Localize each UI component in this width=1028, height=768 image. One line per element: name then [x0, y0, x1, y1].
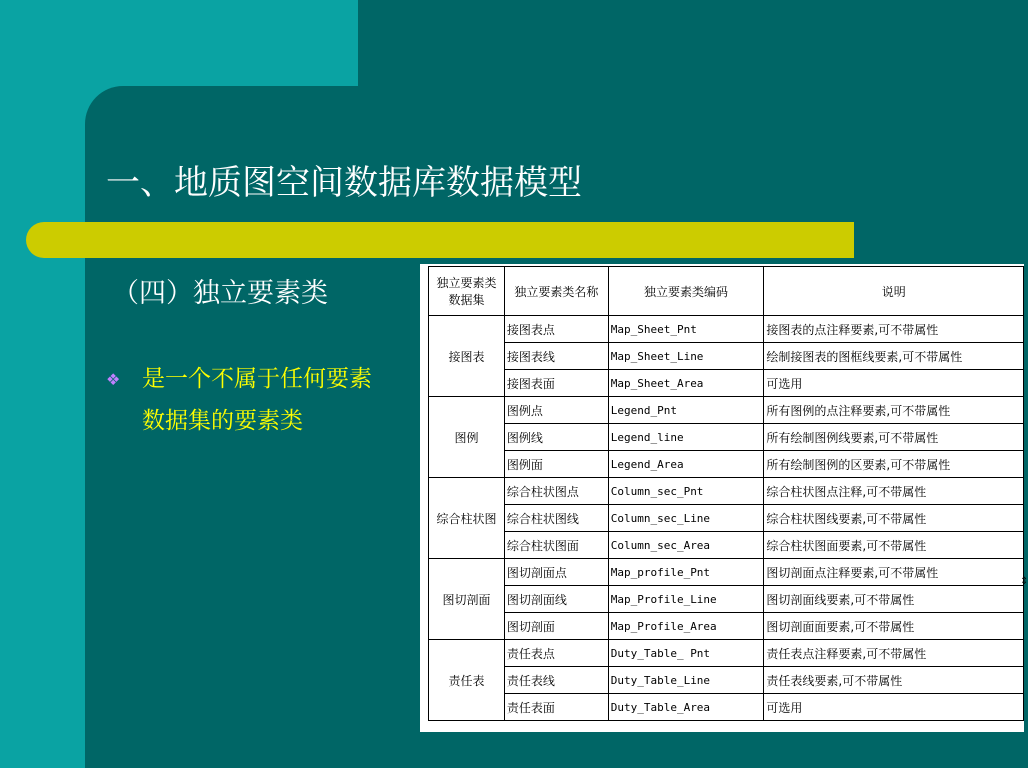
header-name: 独立要素类名称 [504, 267, 608, 316]
name-cell: 接图表点 [504, 316, 608, 343]
feature-class-table-container [420, 264, 1028, 732]
table-row [429, 370, 1024, 397]
table-row [429, 640, 1024, 667]
code-cell: Column_sec_Area [608, 532, 764, 559]
name-cell: 责任表点 [504, 640, 608, 667]
name-cell: 图例面 [504, 451, 608, 478]
name-cell: 接图表线 [504, 343, 608, 370]
title-underline-bar [26, 222, 854, 258]
name-cell: 图例点 [504, 397, 608, 424]
row-resize-handle-icon[interactable]: ⇕ [1020, 576, 1028, 587]
name-cell: 综合柱状图点 [504, 478, 608, 505]
code-cell: Column_sec_Pnt [608, 478, 764, 505]
name-cell: 图切剖面线 [504, 586, 608, 613]
table-row [429, 478, 1024, 505]
name-cell: 综合柱状图线 [504, 505, 608, 532]
description-cell: 图切剖面线要素,可不带属性 [764, 586, 1024, 613]
description-cell: 所有图例的点注释要素,可不带属性 [764, 397, 1024, 424]
group-cell: 责任表 [429, 640, 505, 721]
description-cell: 图切剖面面要素,可不带属性 [764, 613, 1024, 640]
header-dataset: 独立要素类数据集 [429, 267, 505, 316]
description-cell: 责任表线要素,可不带属性 [764, 667, 1024, 694]
name-cell: 图切剖面 [504, 613, 608, 640]
table-row [429, 694, 1024, 721]
code-cell: Map_Sheet_Line [608, 343, 764, 370]
code-cell: Duty_Table_Line [608, 667, 764, 694]
table-header-row [429, 267, 1024, 316]
bullet-text: 是一个不属于任何要素数据集的要素类 [142, 366, 372, 434]
table-row [429, 505, 1024, 532]
table-row [429, 586, 1024, 613]
header-code: 独立要素类编码 [608, 267, 764, 316]
table-row [429, 613, 1024, 640]
name-cell: 综合柱状图面 [504, 532, 608, 559]
description-cell: 综合柱状图点注释,可不带属性 [764, 478, 1024, 505]
code-cell: Legend_Area [608, 451, 764, 478]
code-cell: Column_sec_Line [608, 505, 764, 532]
table-row [429, 559, 1024, 586]
feature-class-table [428, 266, 1024, 721]
code-cell: Legend_Pnt [608, 397, 764, 424]
code-cell: Map_Profile_Area [608, 613, 764, 640]
table-row [429, 667, 1024, 694]
description-cell: 所有绘制图例的区要素,可不带属性 [764, 451, 1024, 478]
code-cell: Map_Sheet_Area [608, 370, 764, 397]
table-row [429, 397, 1024, 424]
description-cell: 接图表的点注释要素,可不带属性 [764, 316, 1024, 343]
code-cell: Duty_Table_ Pnt [608, 640, 764, 667]
code-cell: Duty_Table_Area [608, 694, 764, 721]
group-cell: 图切剖面 [429, 559, 505, 640]
description-cell: 所有绘制图例线要素,可不带属性 [764, 424, 1024, 451]
table-row [429, 343, 1024, 370]
group-cell: 接图表 [429, 316, 505, 397]
name-cell: 图切剖面点 [504, 559, 608, 586]
description-cell: 绘制接图表的图框线要素,可不带属性 [764, 343, 1024, 370]
table-row [429, 532, 1024, 559]
group-cell: 图例 [429, 397, 505, 478]
table-row [429, 451, 1024, 478]
section-subtitle: （四）独立要素类 [112, 278, 328, 309]
name-cell: 接图表面 [504, 370, 608, 397]
table-row [429, 316, 1024, 343]
code-cell: Map_Profile_Line [608, 586, 764, 613]
diamond-bullet-icon: ❖ [106, 370, 121, 389]
description-cell: 综合柱状图面要素,可不带属性 [764, 532, 1024, 559]
description-cell: 责任表点注释要素,可不带属性 [764, 640, 1024, 667]
code-cell: Legend_line [608, 424, 764, 451]
code-cell: Map_Sheet_Pnt [608, 316, 764, 343]
table-row [429, 424, 1024, 451]
name-cell: 责任表线 [504, 667, 608, 694]
name-cell: 责任表面 [504, 694, 608, 721]
group-cell: 综合柱状图 [429, 478, 505, 559]
name-cell: 图例线 [504, 424, 608, 451]
header-description: 说明 [764, 267, 1024, 316]
description-cell: 图切剖面点注释要素,可不带属性 [764, 559, 1024, 586]
table-body [429, 316, 1024, 721]
slide-title: 一、地质图空间数据库数据模型 [106, 163, 582, 203]
description-cell: 综合柱状图线要素,可不带属性 [764, 505, 1024, 532]
description-cell: 可选用 [764, 370, 1024, 397]
description-cell: 可选用 [764, 694, 1024, 721]
code-cell: Map_profile_Pnt [608, 559, 764, 586]
